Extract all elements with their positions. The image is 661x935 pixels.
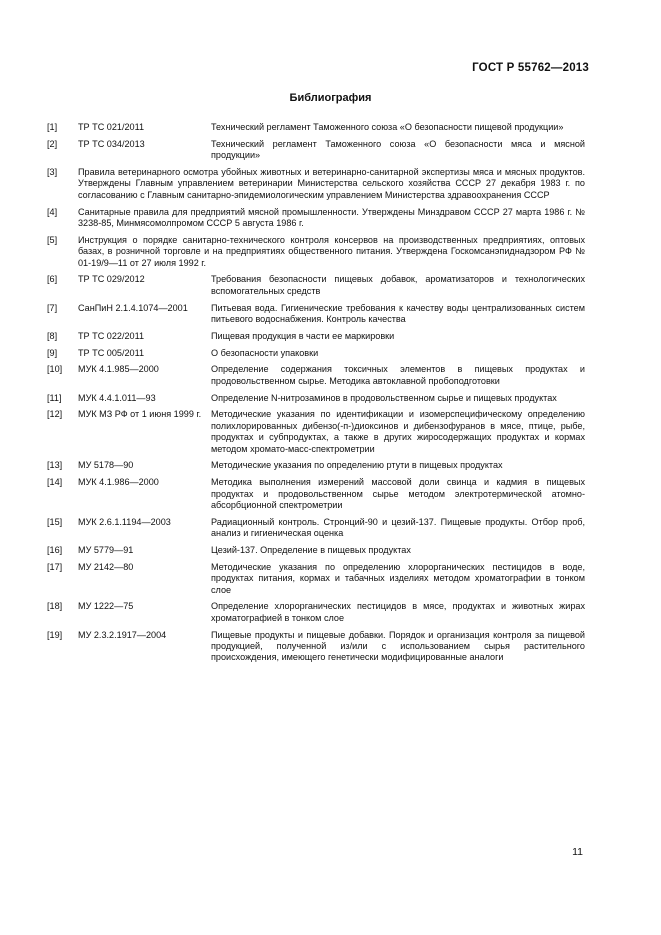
entry-text: Требования безопасности пищевых добавок, ароматизаторов и технологических вспомогательных средств (211, 274, 585, 296)
entry-number: [5] (47, 234, 58, 245)
entry-text: Пищевые продукты и пищевые добавки. Порядок и организация контроля за пищевой продукцией, полученной из/или с использованием сырья растительного происхождения, имеющего генетически модифицированные аналоги (211, 629, 585, 663)
bibliography-entry-8 (47, 331, 585, 342)
entry-code: ТР ТС 021/2011 (78, 122, 145, 132)
bibliography-entry-1 (47, 122, 585, 133)
entry-number: [19] (47, 629, 63, 640)
entry-text: Методические указания по идентификации и изомерспецифическому определению полихлорированных дибензо(-п-)диоксинов и дибензофуранов в мясе, птице, рыбе, продуктах и субпродуктах, а также в других жиросодержащих продуктах и кормах методом хромато-масс-спектрометрии (211, 409, 585, 454)
entry-text: Методические указания по определению хлорорганических пестицидов в воде, продуктах питания, кормах и табачных изделиях методом хроматографии в тонком слое (211, 561, 585, 595)
bibliography-entry-9 (47, 348, 585, 359)
bibliography-entry-12 (47, 409, 585, 455)
entry-number: [7] (47, 302, 58, 313)
entry-code: ТР ТС 034/2013 (78, 138, 145, 149)
entry-code: МУ 5779—91 (78, 545, 134, 556)
bibliography-entry-15 (47, 517, 585, 540)
entry-number: [3] (47, 167, 58, 177)
bibliography-entry-6 (47, 274, 585, 297)
entry-number: [2] (47, 138, 58, 149)
entry-text: Правила ветеринарного осмотра убойных животных и ветеринарно-санитарной экспертизы мяса и мясных продуктов. Утверждены Главным управлением ветеринарии Министерства сельского хозяйства СССР 27 декабря 1983 г. по согласованию с Главным санитарно-эпидемиологическим управлением Министерства здравоохранения СССР (78, 167, 585, 200)
entry-text: Определение хлорорганических пестицидов в мясе, продуктах и животных жирах хроматографией в тонком слое (211, 601, 585, 623)
bibliography-list (47, 122, 585, 669)
entry-code: МУК 4.4.1.011—93 (78, 392, 156, 403)
bibliography-entry-13 (47, 460, 585, 471)
entry-number: [17] (47, 561, 63, 572)
entry-number: [1] (47, 122, 58, 132)
bibliography-entry-16 (47, 545, 585, 556)
entry-code: МУК 2.6.1.1194—2003 (78, 516, 171, 527)
bibliography-entry-14 (47, 477, 585, 511)
entry-code: ТР ТС 022/2011 (78, 330, 145, 341)
bibliography-entry-10 (47, 364, 585, 387)
entry-code: МУ 5178—90 (78, 460, 134, 471)
bibliography-entry-4 (47, 207, 585, 230)
entry-text: Инструкция о порядке санитарно-технического контроля консервов на производственных предприятиях, оптовых базах, в розничной торговле и на предприятиях общественного питания. Утверждена Госкомсанэпиднадзором РФ № 01-19/9—11 от 27 июля 1992 г. (78, 234, 585, 268)
bibliography-entry-5 (47, 235, 585, 269)
entry-number: [13] (47, 460, 63, 471)
entry-text: Технический регламент Таможенного союза «О безопасности пищевой продукции» (211, 122, 564, 132)
entry-number: [14] (47, 477, 63, 488)
entry-text: Технический регламент Таможенного союза «О безопасности мяса и мясной продукции» (211, 138, 585, 161)
bibliography-entry-17 (47, 562, 585, 596)
page-number: 11 (572, 846, 583, 858)
entry-text: О безопасности упаковки (211, 347, 319, 358)
document-designation: ГОСТ Р 55762—2013 (472, 62, 589, 74)
bibliography-entry-19 (47, 630, 585, 664)
entry-text: Радиационный контроль. Стронций-90 и цезий-137. Пищевые продукты. Отбор проб, анализ и гигиеническая оценка (211, 516, 585, 539)
entry-code: МУ 2.3.2.1917—2004 (78, 629, 167, 640)
entry-text: Определение содержания токсичных элементов в пищевых продуктах и продовольственном сырье. Методика автоклавной пробоподготовки (211, 364, 585, 386)
entry-number: [11] (47, 392, 62, 403)
entry-number: [10] (47, 364, 63, 375)
entry-text: Санитарные правила для предприятий мясной промышленности. Утверждены Минздравом СССР 27 марта 1986 г. № 3238-85, Минмясомолпромом СССР 5 августа 1986 г. (78, 206, 585, 229)
entry-code: МУ 2142—80 (78, 561, 134, 572)
entry-number: [18] (47, 601, 63, 612)
entry-text: Определение N-нитрозаминов в продовольственном сырье и пищевых продуктах (211, 392, 557, 403)
bibliography-entry-3 (47, 167, 585, 201)
entry-code: МУК 4.1.986—2000 (78, 477, 159, 488)
entry-text: Методика выполнения измерений массовой доли свинца и кадмия в пищевых продуктах и продовольственном сырье методом электротермической атомно-абсорбционной спектрометрии (211, 477, 585, 511)
entry-code: МУК МЗ РФ от 1 июня 1999 г. (78, 409, 202, 420)
bibliography-entry-2 (47, 139, 585, 162)
page-title: Библиография (289, 92, 372, 104)
entry-number: [16] (47, 545, 63, 556)
entry-text: Пищевая продукция в части ее маркировки (211, 330, 395, 341)
entry-text: Питьевая вода. Гигиенические требования к качеству воды централизованных систем питьевого водоснабжения. Контроль качества (211, 302, 585, 325)
bibliography-entry-18 (47, 601, 585, 624)
entry-code: СанПиН 2.1.4.1074—2001 (78, 302, 188, 313)
entry-code: МУ 1222—75 (78, 601, 134, 612)
entry-text: Цезий-137. Определение в пищевых продуктах (211, 545, 411, 556)
entry-number: [6] (47, 274, 58, 285)
entry-number: [9] (47, 347, 58, 358)
bibliography-entry-11 (47, 393, 585, 404)
bibliography-entry-7 (47, 303, 585, 326)
entry-code: ТР ТС 029/2012 (78, 274, 145, 285)
entry-number: [15] (47, 516, 63, 527)
entry-number: [8] (47, 330, 58, 341)
entry-code: МУК 4.1.985—2000 (78, 364, 159, 375)
entry-code: ТР ТС 005/2011 (78, 347, 145, 358)
entry-text: Методические указания по определению ртути в пищевых продуктах (211, 460, 503, 471)
entry-number: [12] (47, 409, 63, 420)
entry-number: [4] (47, 206, 58, 217)
